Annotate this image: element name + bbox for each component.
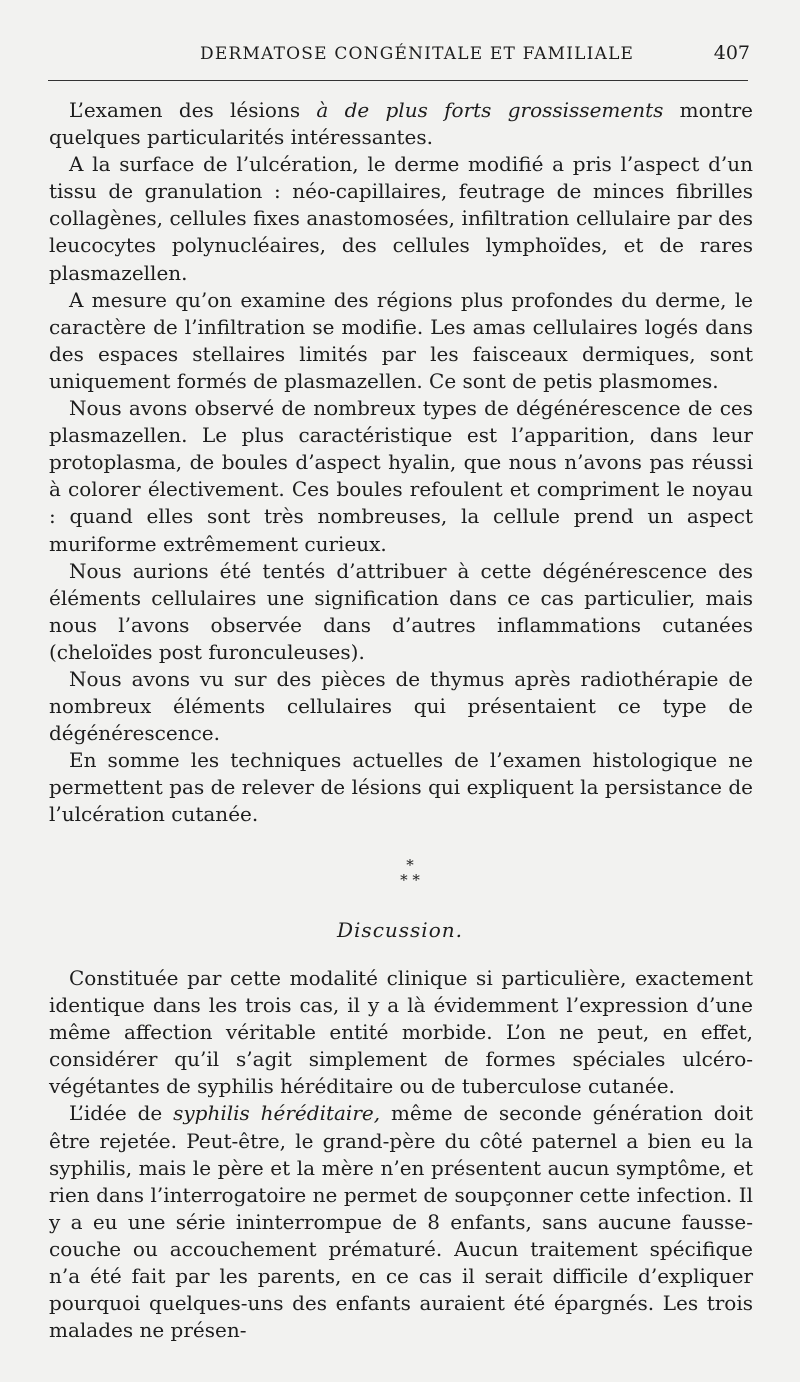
discussion-text [49, 965, 753, 1344]
paragraph: A mesure qu’on examine des régions plus profondes du derme, le caractère de l’infiltration se modifie. Les amas cellulaires logés dans des espaces stellaires limités par les faisceaux dermiques, sont uniquement formés de plasmazellen. Ce sont de petis plasmomes. [49, 287, 753, 393]
paragraph: Nous avons observé de nombreux types de dégénérescence de ces plasmazellen. Le plus caractéristique est l’apparition, dans leur protoplasma, de boules d’aspect hyalin, que nous n’avons pas réussi à colorer électivement. Ces boules refoulent et compriment le noyau : quand elles sont très nombreuses, la cellule prend un aspect muriforme extrêmement curieux. [49, 396, 753, 556]
separator-star-top: * [406, 856, 414, 874]
body-text [49, 97, 753, 829]
section-separator [380, 858, 440, 888]
paragraph [49, 97, 753, 151]
paragraph-text: même de seconde génération doit être rejetée. Peut-être, le grand-père du côté paternel a bien eu la syphilis, mais le père et la mère n’en présentent aucun symptôme, et rien dans l’interrogatoire ne permet de soupçonner cette infection. Il y a eu une série ininterrompue de 8 enfants, sans aucune fausse-couche ou accouchement prématuré. Aucun traitement spécifique n’a été fait par les parents, en ce cas il serait difficile d’expliquer pourquoi quelques-uns des enfants auraient été épargnés. Les trois malades ne présen- [49, 1101, 753, 1343]
emphasis-text: syphilis héréditaire, [173, 1101, 381, 1126]
paragraph-text: L’idée de [69, 1101, 174, 1126]
paragraph: A la surface de l’ulcération, le derme modifié a pris l’aspect d’un tissu de granulation : néo-capillaires, feutrage de minces fibrilles collagènes, cellules fixes anastomosées, infiltration cellulaire par des leucocytes polynucléaires, des cellules lymphoïdes, et de rares plasmazellen. [49, 152, 753, 285]
running-head-title: DERMATOSE CONGÉNITALE ET FAMILIALE [200, 44, 635, 64]
paragraph: En somme les techniques actuelles de l’examen histologique ne permettent pas de relever de lésions qui expliquent la persistance de l’ulcération cutanée. [49, 748, 753, 827]
paragraph-text: montre quelques particularités intéressantes. [49, 98, 753, 150]
emphasis-text: à de plus forts grossissements [316, 98, 664, 122]
paragraph: Nous avons vu sur des pièces de thymus après radiothérapie de nombreux éléments cellulaires qui présentaient ce type de dégénérescence. [49, 666, 753, 746]
separator-star-bottom: * * [400, 871, 420, 889]
paragraph [49, 1100, 753, 1344]
section-heading: Discussion. [337, 918, 463, 942]
paragraph-text: L’examen des lésions [69, 98, 317, 122]
paragraph: Constituée par cette modalité clinique si particulière, exactement identique dans les trois cas, il y a là évidemment l’expression d’une même affection véritable entité morbide. L’on ne peut, en effet, considérer qu’il s’agit simplement de formes spéciales ulcéro-végétantes de syphilis héréditaire ou de tuberculose cutanée. [49, 966, 753, 1099]
running-head [48, 40, 760, 70]
header-rule [48, 80, 748, 81]
paragraph: Nous aurions été tentés d’attribuer à cette dégénérescence des éléments cellulaires une signification dans ce cas particulier, mais nous l’avons observée dans d’autres inflammations cutanées (cheloïdes post furonculeuses). [49, 558, 753, 664]
page-number: 407 [713, 42, 750, 64]
